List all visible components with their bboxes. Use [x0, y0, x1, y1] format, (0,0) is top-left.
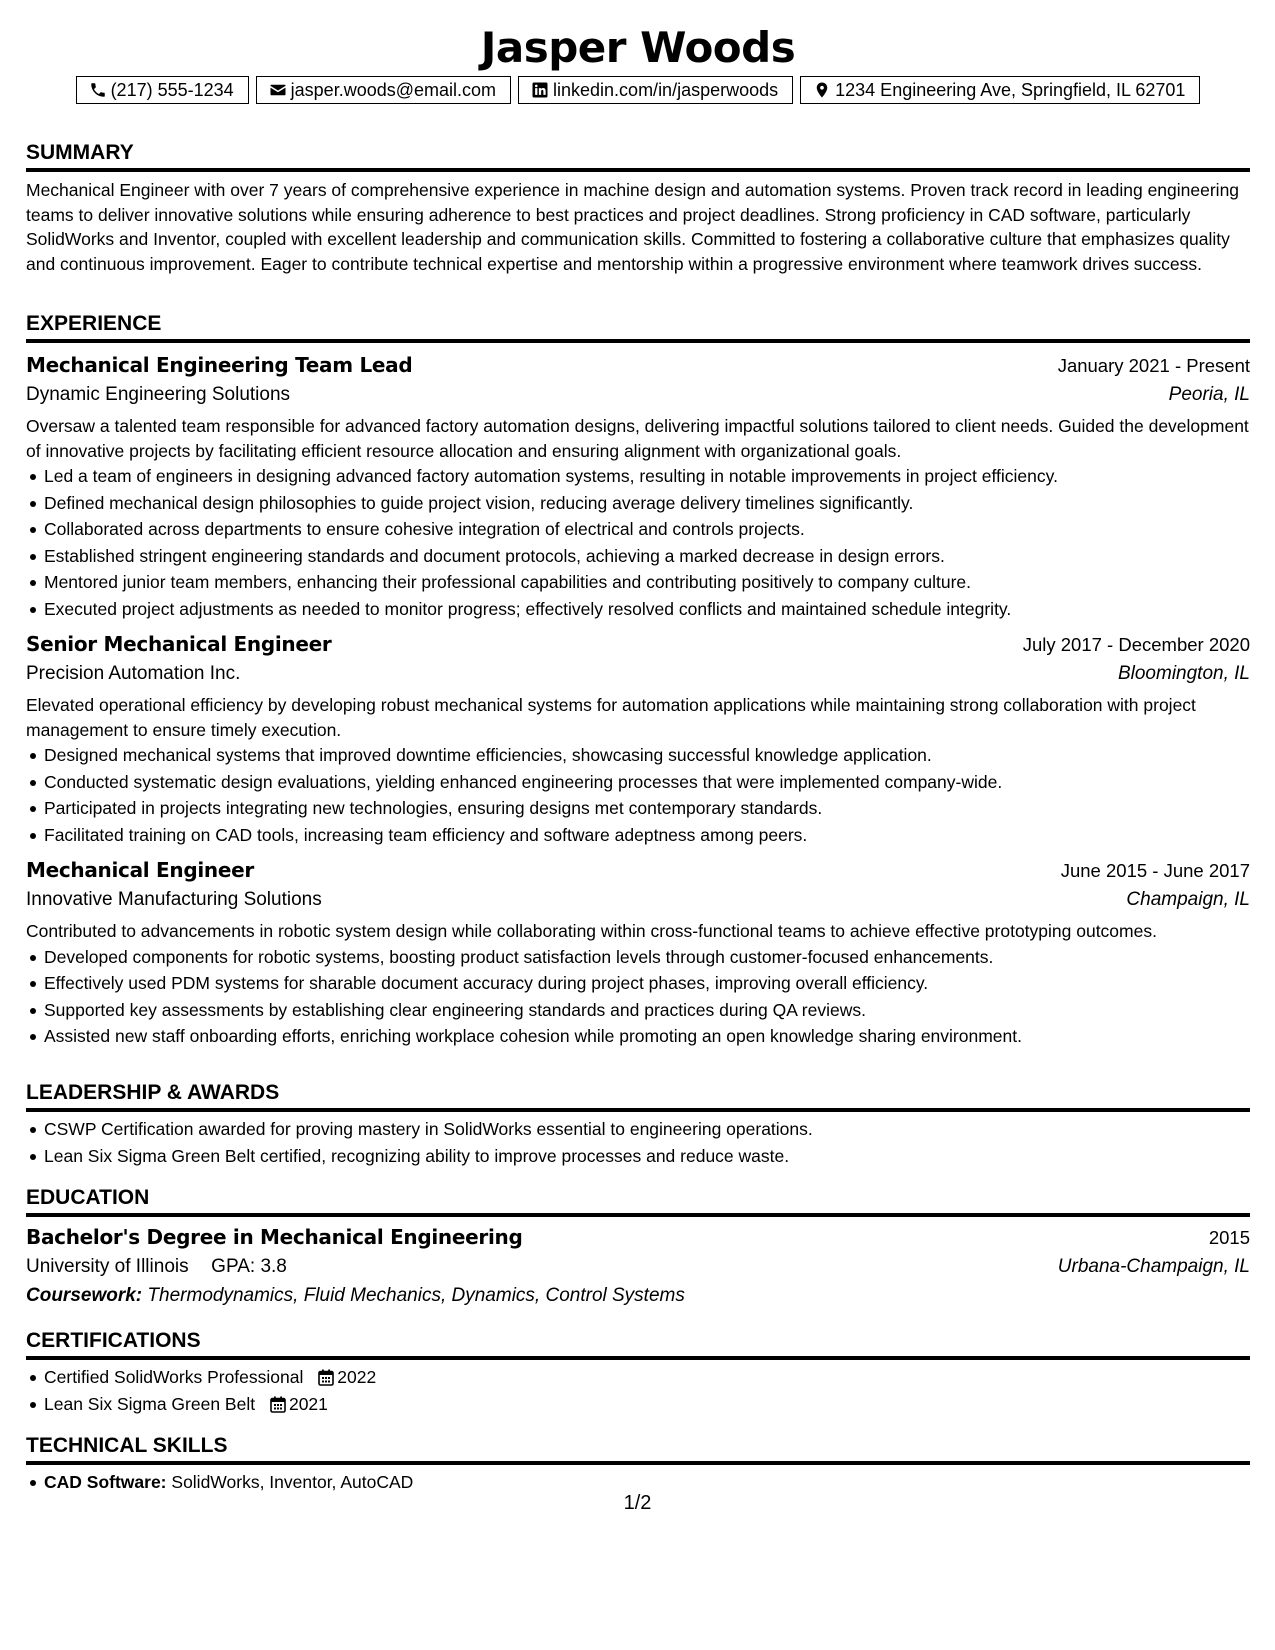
- leadership-section: [26, 1080, 1250, 1169]
- list-item: Conducted systematic design evaluations, yielding enhanced engineering processes that were implemented company-wide.: [26, 769, 1250, 796]
- envelope-icon: [269, 81, 287, 99]
- education-heading: EDUCATION: [26, 1185, 1250, 1217]
- linkedin-icon: [531, 81, 549, 99]
- job-description: Contributed to advancements in robotic system design while collaborating within cross-functional teams to achieve effective prototyping outcomes.: [26, 921, 1157, 941]
- address-text: 1234 Engineering Ave, Springfield, IL 62701: [835, 80, 1186, 100]
- certification-name: Lean Six Sigma Green Belt: [44, 1393, 256, 1414]
- list-item: Executed project adjustments as needed to monitor progress; effectively resolved conflicts and maintained schedule integrity.: [26, 596, 1250, 623]
- certifications-list: [26, 1364, 1250, 1417]
- summary-heading: SUMMARY: [26, 140, 1250, 172]
- skills-section: [26, 1433, 1250, 1496]
- list-item: Developed components for robotic systems, boosting product satisfaction levels through customer-focused enhancements.: [26, 944, 1250, 971]
- job-title: Mechanical Engineering Team Lead: [26, 353, 413, 377]
- job-title: Senior Mechanical Engineer: [26, 632, 332, 656]
- job-title: Mechanical Engineer: [26, 858, 254, 882]
- contact-email[interactable]: [256, 76, 511, 104]
- job-entry: [26, 856, 1250, 1050]
- list-item: Assisted new staff onboarding efforts, enriching workplace cohesion while promoting an open knowledge sharing environment.: [26, 1023, 1250, 1050]
- coursework-label: Coursework:: [26, 1285, 143, 1306]
- linkedin-text: linkedin.com/in/jasperwoods: [553, 80, 779, 100]
- job-location: Champaign, IL: [1126, 889, 1250, 910]
- list-item: Collaborated across departments to ensure cohesive integration of electrical and controls projects.: [26, 516, 1250, 543]
- page-number: 1/2: [623, 1492, 652, 1514]
- calendar-icon: [270, 1396, 286, 1413]
- education-section: [26, 1185, 1250, 1310]
- job-location: Peoria, IL: [1168, 384, 1250, 405]
- company-name: Innovative Manufacturing Solutions: [26, 889, 322, 910]
- certification-year: 2022: [337, 1367, 377, 1387]
- certifications-section: [26, 1328, 1250, 1417]
- graduation-year: 2015: [1208, 1227, 1250, 1248]
- company-name: Precision Automation Inc.: [26, 663, 241, 684]
- school-name: University of Illinois: [26, 1256, 189, 1277]
- experience-section: [26, 311, 1250, 1050]
- gpa: GPA: 3.8: [211, 1256, 287, 1277]
- job-description: Oversaw a talented team responsible for advanced factory automation designs, delivering impactful solutions tailored to client needs. Guided the development of innovative projects by facilitating efficient resource allocation and ensuring alignment with organizational goals.: [26, 416, 1249, 461]
- list-item: Designed mechanical systems that improved downtime efficiencies, showcasing successful knowledge application.: [26, 742, 1250, 769]
- skill-category: CAD Software:: [44, 1472, 167, 1492]
- calendar-icon: [318, 1369, 334, 1386]
- contact-phone[interactable]: [76, 76, 249, 104]
- list-item: Defined mechanical design philosophies to guide project vision, reducing average delivery timelines significantly.: [26, 490, 1250, 517]
- resume-page: [26, 0, 1250, 1492]
- skills-heading: TECHNICAL SKILLS: [26, 1433, 1250, 1465]
- experience-heading: EXPERIENCE: [26, 311, 1250, 343]
- candidate-name: Jasper Woods: [480, 23, 796, 72]
- list-item: Lean Six Sigma Green Belt certified, recognizing ability to improve processes and reduce waste.: [26, 1143, 1250, 1170]
- job-bullets: [26, 944, 1250, 1050]
- list-item: Mentored junior team members, enhancing their professional capabilities and contributing positively to company culture.: [26, 569, 1250, 596]
- job-date: June 2015 - June 2017: [1060, 860, 1250, 881]
- school-location: Urbana-Champaign, IL: [1057, 1256, 1250, 1277]
- job-entry: [26, 630, 1250, 848]
- contact-address[interactable]: [800, 76, 1200, 104]
- degree-title: Bachelor's Degree in Mechanical Engineering: [26, 1225, 523, 1249]
- phone-text: (217) 555-1234: [110, 80, 234, 100]
- job-location: Bloomington, IL: [1117, 663, 1250, 684]
- certifications-heading: CERTIFICATIONS: [26, 1328, 1250, 1360]
- leadership-heading: LEADERSHIP & AWARDS: [26, 1080, 1250, 1112]
- coursework-list: Thermodynamics, Fluid Mechanics, Dynamics, Control Systems: [147, 1285, 685, 1306]
- list-item: Supported key assessments by establishing clear engineering standards and practices during QA reviews.: [26, 997, 1250, 1024]
- summary-text: Mechanical Engineer with over 7 years of comprehensive experience in machine design and automation systems. Proven track record in leading engineering teams to deliver innovative solutions while ensuring adherence to best practices and project deadlines. Strong proficiency in CAD software, particularly SolidWorks and Inventor, coupled with excellent leadership and communication skills. Committed to fostering a collaborative culture that emphasizes quality and continuous improvement. Eager to contribute technical expertise and mentorship within a progressive environment where teamwork drives success.: [26, 180, 1240, 274]
- job-bullets: [26, 463, 1250, 622]
- phone-icon: [89, 81, 107, 99]
- certification-year: 2021: [288, 1393, 328, 1414]
- email-text: jasper.woods@email.com: [290, 80, 497, 100]
- map-pin-icon: [813, 81, 831, 99]
- coursework: [26, 1282, 1250, 1310]
- list-item: Led a team of engineers in designing advanced factory automation systems, resulting in notable improvements in project efficiency.: [26, 463, 1250, 490]
- job-date: July 2017 - December 2020: [1022, 634, 1250, 655]
- list-item: Facilitated training on CAD tools, increasing team efficiency and software adeptness among peers.: [26, 822, 1250, 849]
- summary-section: [26, 140, 1250, 276]
- job-bullets: [26, 742, 1250, 848]
- contact-linkedin[interactable]: [518, 76, 793, 104]
- certification-name: Certified SolidWorks Professional: [44, 1367, 304, 1387]
- job-description: Elevated operational efficiency by developing robust mechanical systems for automation applications while maintaining strong collaboration with project management to ensure timely execution.: [26, 695, 1196, 740]
- contact-bar: [26, 76, 1250, 104]
- list-item: CSWP Certification awarded for proving mastery in SolidWorks essential to engineering operations.: [26, 1116, 1250, 1143]
- company-name: Dynamic Engineering Solutions: [26, 384, 291, 405]
- list-item: [26, 1391, 1250, 1418]
- list-item: Participated in projects integrating new technologies, ensuring designs met contemporary standards.: [26, 795, 1250, 822]
- skill-values: SolidWorks, Inventor, AutoCAD: [171, 1472, 414, 1492]
- leadership-list: [26, 1116, 1250, 1169]
- job-date: January 2021 - Present: [1057, 355, 1250, 376]
- list-item: [26, 1364, 1250, 1391]
- list-item: Established stringent engineering standards and document protocols, achieving a marked decrease in design errors.: [26, 543, 1250, 570]
- job-entry: [26, 351, 1250, 622]
- list-item: Effectively used PDM systems for sharable document accuracy during project phases, improving overall efficiency.: [26, 970, 1250, 997]
